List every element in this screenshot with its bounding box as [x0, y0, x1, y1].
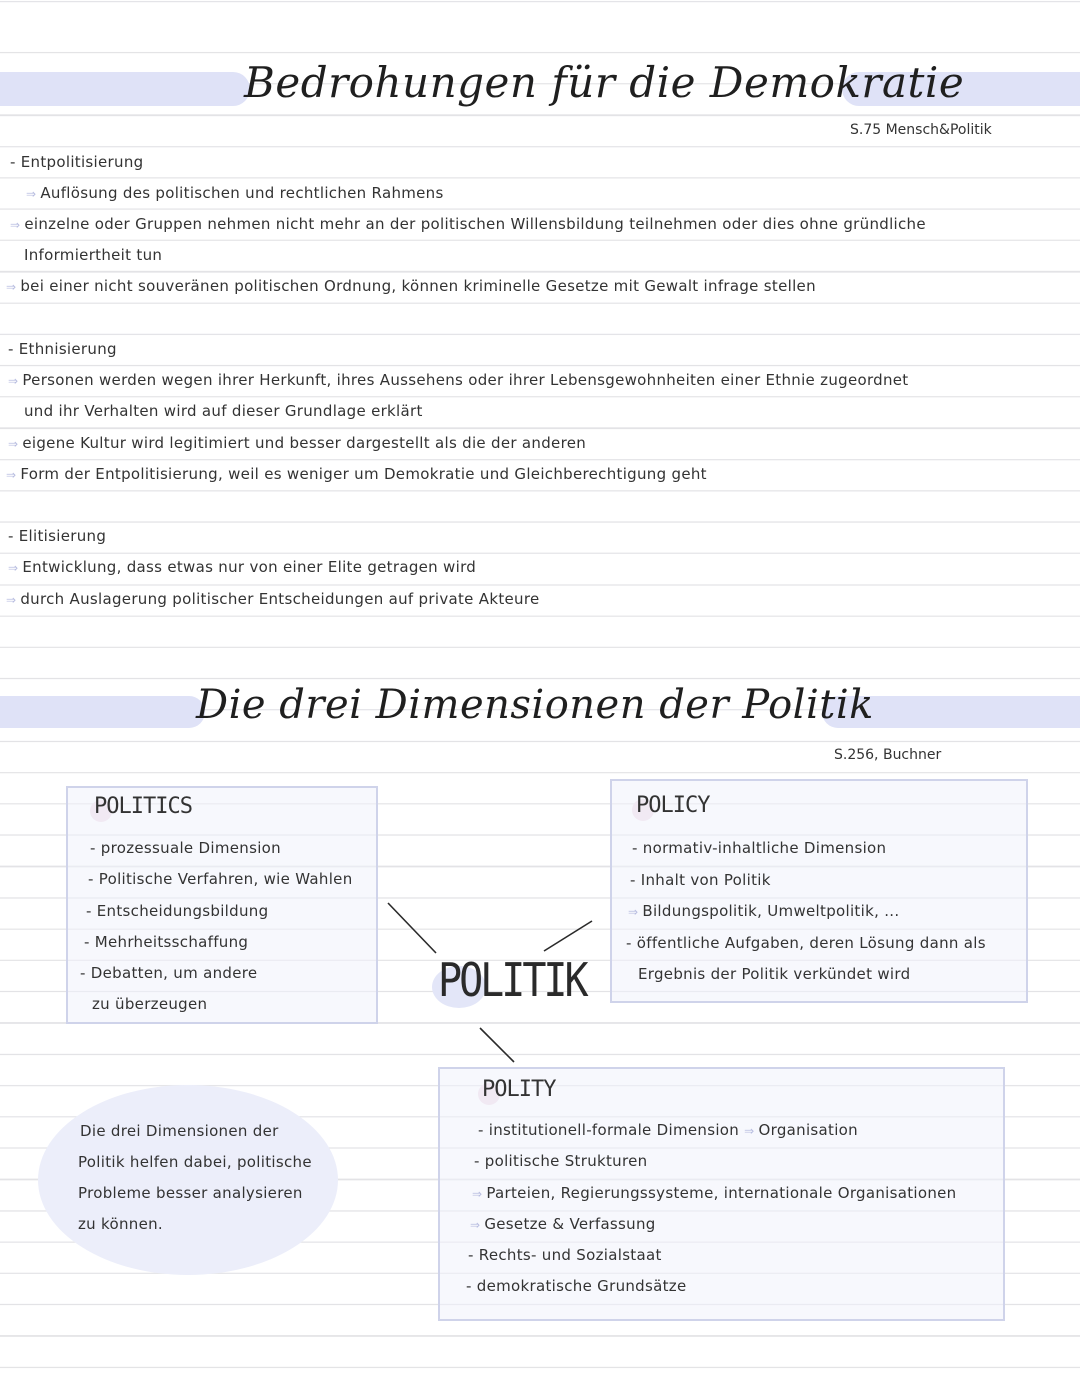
- list-item: ⇒ Entwicklung, dass etwas nur von einer Elite getragen wird: [8, 558, 477, 576]
- list-item: Ergebnis der Politik verkündet wird: [638, 965, 911, 983]
- note-background: [38, 1085, 338, 1275]
- group-heading: - Ethnisierung: [8, 340, 117, 358]
- list-item: ⇒ Bildungspolitik, Umweltpolitik, ...: [628, 902, 900, 920]
- list-item: - institutionell-formale Dimension ⇒ Organisation: [478, 1121, 858, 1139]
- arrow-icon: ⇒: [6, 468, 17, 482]
- title-band-left: [0, 696, 205, 728]
- list-item: ⇒ Personen werden wegen ihrer Herkunft, ihres Aussehens oder ihrer Lebensgewohnheiten einer Ethnie zugeordnet: [8, 371, 909, 389]
- arrow-icon: ⇒: [8, 561, 19, 575]
- list-item: - Debatten, um andere: [80, 964, 258, 982]
- list-item: - politische Strukturen: [474, 1152, 648, 1170]
- group-heading: - Entpolitisierung: [10, 153, 144, 171]
- page-title: Bedrohungen für die Demokratie: [244, 58, 965, 107]
- list-item: und ihr Verhalten wird auf dieser Grundlage erklärt: [24, 402, 423, 420]
- title-band-left: [0, 72, 250, 106]
- policy-title: POLICY: [636, 793, 709, 818]
- list-item: zu überzeugen: [92, 995, 208, 1013]
- arrow-icon: ⇒: [744, 1124, 755, 1138]
- list-item: ⇒ eigene Kultur wird legitimiert und besser dargestellt als die der anderen: [8, 434, 587, 452]
- list-item: - normativ-inhaltliche Dimension: [632, 839, 887, 857]
- arrow-icon: ⇒: [26, 187, 37, 201]
- arrow-icon: ⇒: [8, 374, 19, 388]
- list-item: - Politische Verfahren, wie Wahlen: [88, 870, 353, 888]
- list-item: ⇒ durch Auslagerung politischer Entscheidungen auf private Akteure: [6, 590, 540, 608]
- list-item: - demokratische Grundsätze: [466, 1277, 687, 1295]
- list-item: ⇒ bei einer nicht souveränen politischen Ordnung, können kriminelle Gesetze mit Gewalt infrage stellen: [6, 277, 816, 295]
- note-line: zu können.: [78, 1215, 163, 1233]
- list-item: ⇒ Parteien, Regierungssysteme, internationale Organisationen: [472, 1184, 957, 1202]
- note-line: Probleme besser analysieren: [78, 1184, 303, 1202]
- list-item: ⇒ Gesetze & Verfassung: [470, 1215, 656, 1233]
- list-item: Informiertheit tun: [24, 246, 163, 264]
- arrow-icon: ⇒: [10, 218, 21, 232]
- group-heading: - Elitisierung: [8, 527, 107, 545]
- list-item: - prozessuale Dimension: [90, 839, 281, 857]
- arrow-icon: ⇒: [8, 437, 19, 451]
- arrow-icon: ⇒: [470, 1218, 481, 1232]
- note-line: Die drei Dimensionen der: [80, 1122, 279, 1140]
- polity-title: POLITY: [482, 1077, 555, 1102]
- arrow-icon: ⇒: [628, 905, 639, 919]
- list-item: - Rechts- und Sozialstaat: [468, 1246, 662, 1264]
- politics-title: POLITICS: [94, 794, 192, 819]
- list-item: - Mehrheitsschaffung: [84, 933, 249, 951]
- source-reference: S.256, Buchner: [834, 747, 942, 763]
- center-label: POLITIK: [438, 954, 586, 1008]
- note-line: Politik helfen dabei, politische: [78, 1153, 312, 1171]
- list-item: ⇒ Form der Entpolitisierung, weil es weniger um Demokratie und Gleichberechtigung geht: [6, 465, 707, 483]
- list-item: - Entscheidungsbildung: [86, 902, 269, 920]
- list-item: - Inhalt von Politik: [630, 871, 771, 889]
- arrow-icon: ⇒: [6, 593, 17, 607]
- list-item: ⇒ Auflösung des politischen und rechtlichen Rahmens: [26, 184, 444, 202]
- arrow-icon: ⇒: [6, 280, 17, 294]
- source-reference: S.75 Mensch&Politik: [850, 122, 992, 138]
- list-item: ⇒ einzelne oder Gruppen nehmen nicht mehr an der politischen Willensbildung teilnehmen oder dies ohne gründliche: [10, 215, 926, 233]
- arrow-icon: ⇒: [472, 1187, 483, 1201]
- list-item: - öffentliche Aufgaben, deren Lösung dann als: [626, 934, 986, 952]
- section-title: Die drei Dimensionen der Politik: [196, 682, 874, 728]
